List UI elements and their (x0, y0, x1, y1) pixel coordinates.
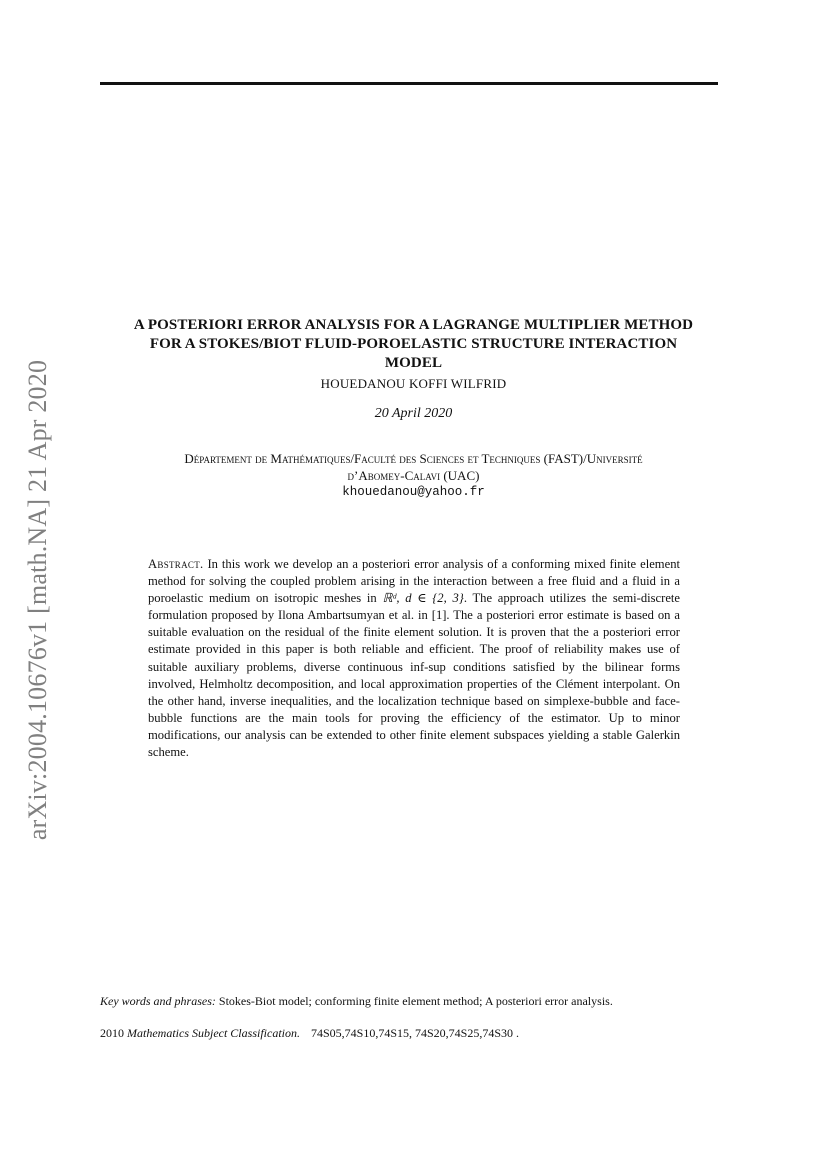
header-rule (100, 82, 718, 85)
abstract-text-part1: In this work we develop an a posteriori error analysis of a conforming mixed finite element method for solving the coupled problem arising in the interaction between a free fluid and a fluid in a poroelastic medium on isotropic meshes in (148, 557, 680, 606)
affiliation-line: d’Abomey-Calavi (UAC) (347, 468, 480, 483)
keywords-text: Stokes-Biot model; conforming finite element method; A posteriori error analysis. (218, 994, 613, 1008)
keywords-label: Key words and phrases: (100, 994, 216, 1008)
paper-title (100, 316, 727, 373)
keywords-line (100, 994, 727, 1009)
msc-codes: 74S05,74S10,74S15, 74S20,74S25,74S30 . (310, 1026, 520, 1040)
abstract-text-part2: . The approach utilizes the semi-discrete formulation proposed by Ilona Ambartsumyan et al. in [1]. The a posteriori error estimate is based on a suitable evaluation on the residual of the finite element solution. It is proven that the a posteriori error estimate provided in this paper is both reliable and efficient. The proof of reliability makes use of suitable auxiliary problems, diverse continuous inf-sup conditions satisfied by the bilinear forms involved, Helmholtz decomposition, and local approximation properties of the Clément interpolant. On the other hand, inverse inequalities, and the localization technique based on simplexe-bubble and face-bubble functions are the main tools for proving the efficiency of the estimator. Up to minor modifications, our analysis can be extended to other finite element subspaces yielding a stable Galerkin scheme. (148, 591, 680, 760)
msc-label: Mathematics Subject Classification. (127, 1026, 300, 1040)
msc-year: 2010 (100, 1026, 124, 1040)
affiliation (100, 450, 727, 484)
affiliation-line: Département de Mathématiques/Faculté des Sciences et Techniques (FAST)/Université (184, 451, 643, 466)
abstract-math: ℝᵈ, d ∈ {2, 3} (382, 591, 464, 606)
abstract-label: Abstract. (148, 557, 204, 571)
title-line: MODEL (384, 355, 443, 371)
author-email: khouedanou@yahoo.fr (342, 485, 485, 499)
abstract (148, 556, 680, 761)
title-line: FOR A STOKES/BIOT FLUID-POROELASTIC STRUCTURE INTERACTION (149, 336, 678, 352)
arxiv-identifier-stamp: arXiv:2004.10676v1 [math.NA] 21 Apr 2020 (23, 359, 52, 841)
author-name: HOUEDANOU KOFFI WILFRID (320, 376, 507, 391)
msc-line (100, 1026, 727, 1041)
title-line: A POSTERIORI ERROR ANALYSIS FOR A LAGRANGE MULTIPLIER METHOD (133, 317, 694, 333)
paper-date: 20 April 2020 (374, 406, 453, 421)
